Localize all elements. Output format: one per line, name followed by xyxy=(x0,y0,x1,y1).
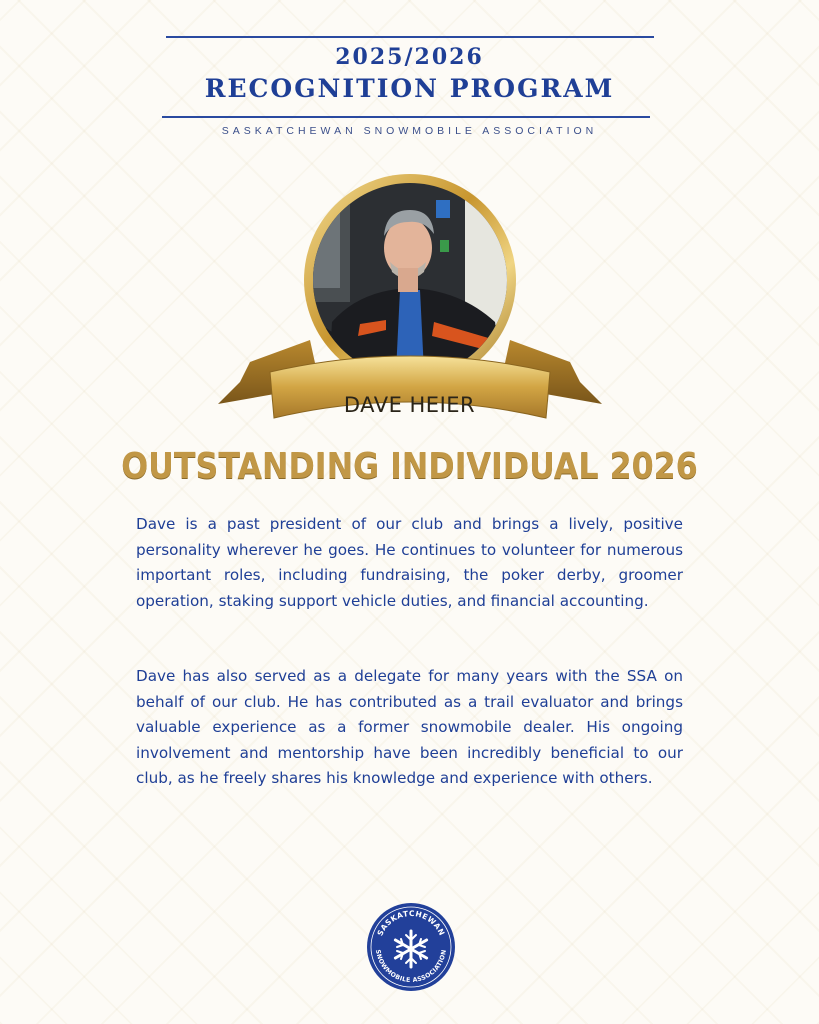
header-rule-top xyxy=(166,36,654,38)
association-logo xyxy=(366,902,456,992)
logo-top-text: SASKATCHEWAN xyxy=(375,908,447,938)
description-paragraph-2: Dave has also served as a delegate for many years with the SSA on behalf of our club. He has contributed as a trail evaluator and brings valuable experience as a former snowmobile dealer. His ongoing involvement and mentorship have been incredibly beneficial to our club, as he freely shares his knowledge and experience with others. xyxy=(136,667,683,787)
program-title: RECOGNITION PROGRAM xyxy=(204,74,615,103)
header-rule-bottom xyxy=(162,116,650,118)
program-year: 2025/2026 xyxy=(335,44,484,70)
association-name: SASKATCHEWAN SNOWMOBILE ASSOCIATION xyxy=(221,125,598,137)
logo-bottom-text: SNOWMOBILE ASSOCIATION xyxy=(374,949,448,985)
description-paragraph-1: Dave is a past president of our club and brings a lively, positive personality wherever he goes. He continues to volunteer for numerous important roles, including fundraising, the poker derby, groomer operation, staking support vehicle duties, and financial accounting. xyxy=(136,515,683,610)
award-title: OUTSTANDING INDIVIDUAL 2026 xyxy=(121,446,698,487)
honoree-name: DAVE HEIER xyxy=(343,393,476,417)
